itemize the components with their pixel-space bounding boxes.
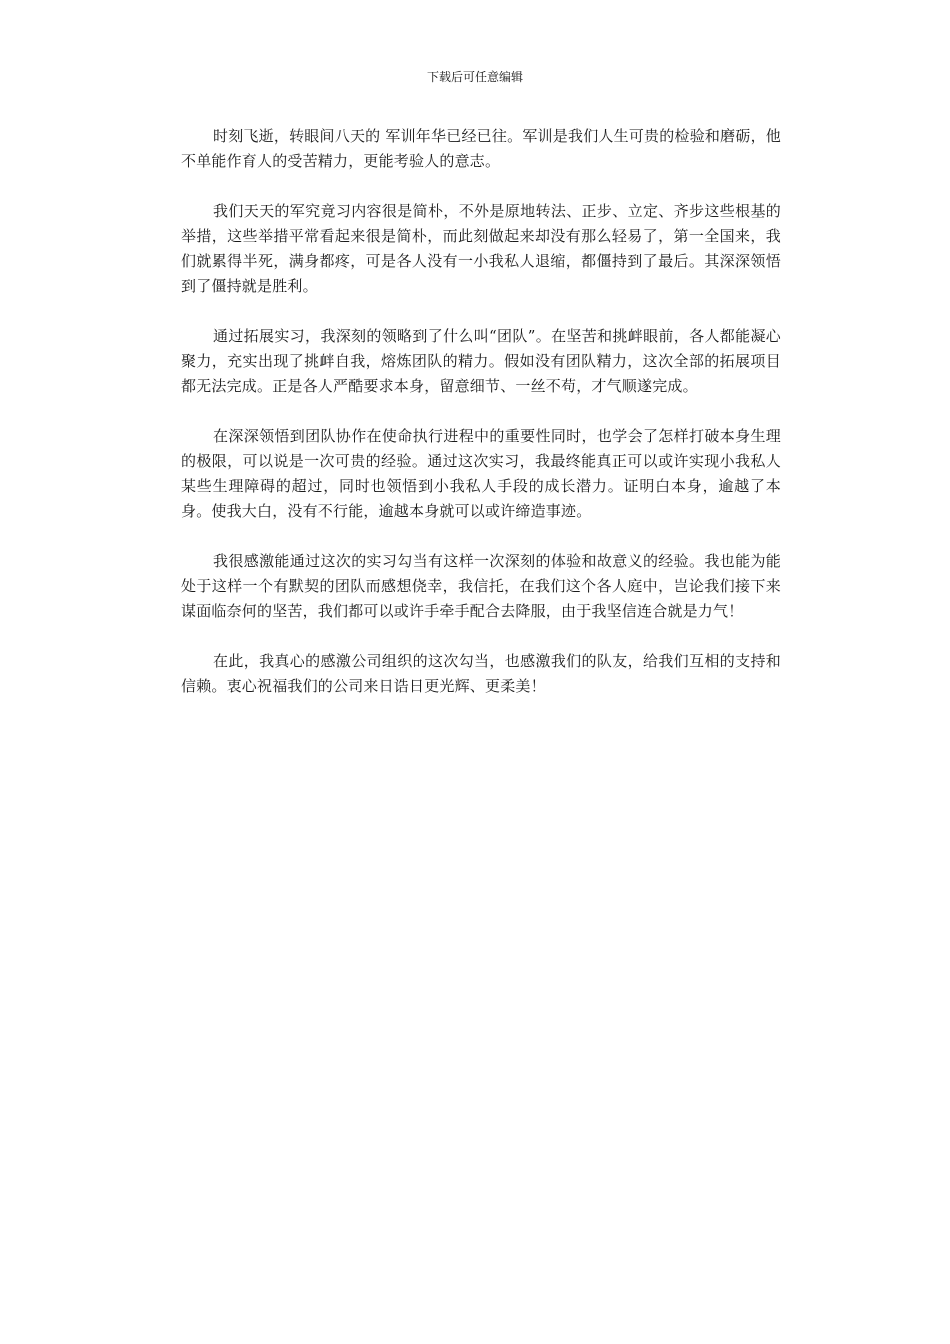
header-note: 下载后可任意编辑 [426,70,523,84]
paragraph-2: 我们天天的军究竟习内容很是简朴，不外是原地转法、正步、立定、齐步这些根基的举措，这些举措平常看起来很是简朴，而此刻做起来却没有那么轻易了，第一全国来，我们就累得半死，满身都疼，可是各人没有一小我私人退缩，都僵持到了最后。其深深领悟到了僵持就是胜利。 [181,202,781,295]
paragraph-3: 通过拓展实习，我深刻的领略到了什么叫“团队”。在坚苦和挑衅眼前，各人都能凝心聚力，充实出现了挑衅自我，熔炼团队的精力。假如没有团队精力，这次全部的拓展项目都无法完成。正是各人严酷要求本身，留意细节、一丝不苟，才气顺遂完成。 [181,327,781,395]
paragraph-6: 在此，我真心的感激公司组织的这次勾当，也感激我们的队友，给我们互相的支持和信赖。衷心祝福我们的公司来日诰日更光辉、更柔美！ [181,652,781,695]
document-body [181,124,781,724]
paragraph-5: 我很感激能通过这次的实习勾当有这样一次深刻的体验和故意义的经验。我也能为能处于这样一个有默契的团队而感想侥幸，我信托，在我们这个各人庭中，岂论我们接下来谋面临奈何的坚苦，我们都可以或许手牵手配合去降服，由于我坚信连合就是力气！ [181,552,781,620]
paragraph-4: 在深深领悟到团队协作在使命执行进程中的重要性同时，也学会了怎样打破本身生理的极限，可以说是一次可贵的经验。通过这次实习，我最终能真正可以或许实现小我私人某些生理障碍的超过，同时也领悟到小我私人手段的成长潜力。证明白本身，逾越了本身。使我大白，没有不行能，逾越本身就可以或许缔造事迹。 [181,427,781,520]
paragraph-1: 时刻飞逝，转眼间八天的 军训年华已经已往。军训是我们人生可贵的检验和磨砺，他不单能作育人的受苦精力，更能考验人的意志。 [181,127,781,170]
